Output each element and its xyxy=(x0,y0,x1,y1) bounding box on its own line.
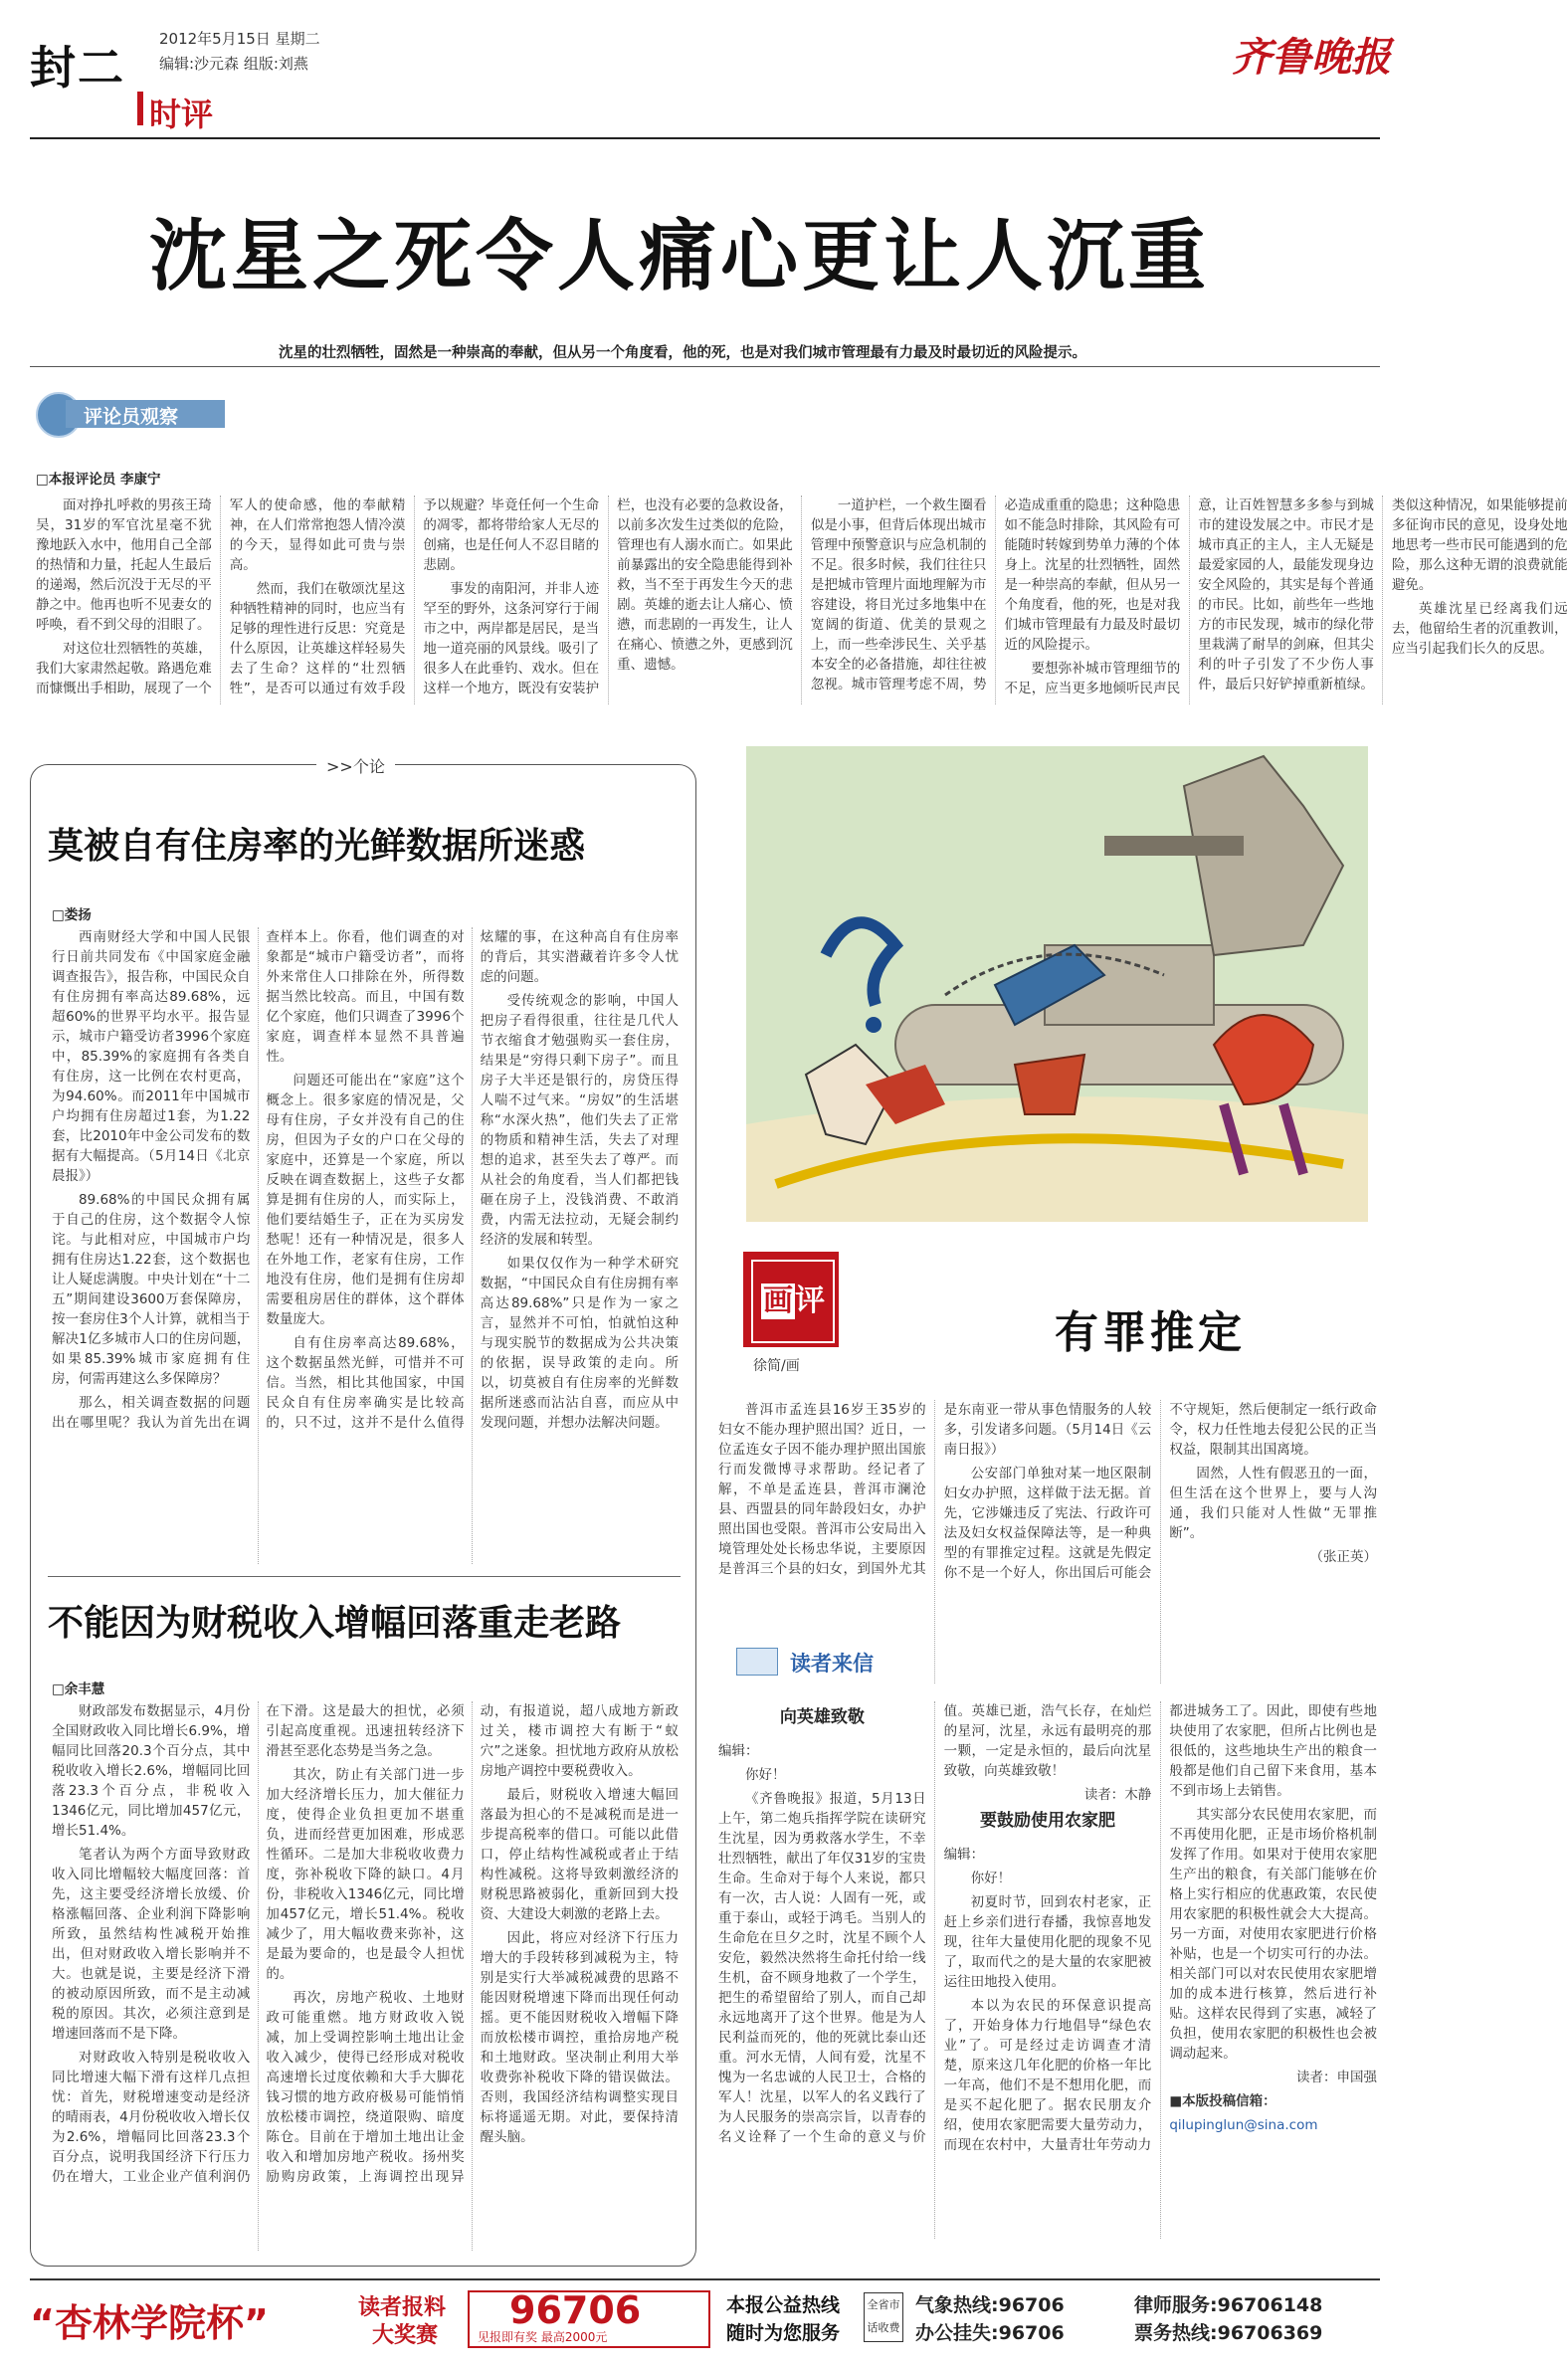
letter1-greeting: 你好！ xyxy=(745,1767,786,1783)
column-tag: 时评 xyxy=(149,96,214,133)
cartoon-badge-char: 评 xyxy=(795,1284,825,1318)
lead-headline: 沈星之死令人痛心更让人沉重 xyxy=(149,212,1211,301)
service-label: 气象热线: xyxy=(915,2294,999,2316)
cartoon-signature: （张正英） xyxy=(1309,1549,1377,1565)
opinion-tag: >>个论 xyxy=(316,754,395,777)
tax-paragraph: 其次，防止有关部门进一步加大经济增长压力，加大催征力度，使得企业负担更加不堪重负，进而经营更加困难，形成恶性循环。二是加大非税收收费力度，弥补税收下降的缺口。4月份，非税收入1346亿元，同比增加457亿元，增长51.4%。税收减少了，用大幅收费来弥补，这是最为要命的，也是最令人担忧的。 xyxy=(266,1767,465,1982)
housing-paragraph: 89.68%的中国民众拥有属于自己的住房，这个数据令人惊诧。与此相对应，中国城市户均拥有住房达1.22套，这个数据也让人疑虑满腹。中央计划在“十二五”期间建设3600万套保障房，按一套房住3个人计算，就相当于解决1亿多城市人口的住房问题，如果85.39%城市家庭拥有住房，何需再建这么多保障房？ xyxy=(52,1192,251,1387)
lead-paragraph: 要想弥补城市管理细节的不足，应当更多地倾听民声民意，让百姓智慧多多参与到城市的建设发展之中。市民才是城市真正的主人，主人无疑是最爱家园的人，最能发现身边安全风险的，其实是每个普通的市民。比如，前些年一些地方的市民发现，城市的绿化带里栽满了耐旱的剑麻，但其尖利的叶子引发了不少伤人事件，最后只好铲掉重新植绿。类似这种情况，如果能够提前多征询市民的意见，设身处地地思考一些市民可能遇到的危险，那么这种无谓的浪费就能避免。 xyxy=(1004,497,1568,696)
promo-hotline-num[interactable]: 96706 xyxy=(509,2288,642,2332)
footer-hotline xyxy=(726,2286,1383,2350)
lead-paragraph: 然而，我们在敬颂沈星这种牺牲精神的同时，也应当有足够的理性进行反思：究竟是什么原因，让英雄这样轻易失去了生命？这样的“壮烈牺牲”，是否可以通过有效手段予以规避？毕竟任何一个生命的凋零，都将带给家人无尽的创痛，也是任何人不忍目睹的悲剧。 xyxy=(229,497,600,696)
promo-hotline-sub: 见报即有奖 最高2000元 xyxy=(478,2330,608,2344)
promo-prize-1: 读者报料 xyxy=(358,2295,447,2320)
letter2-paragraph: 初夏时节，回到农村老家，正赶上乡亲们进行春播，我惊喜地发现，往年大量使用化肥的现象不见了，取而代之的是大量的农家肥被运往田地投入使用。 xyxy=(943,1894,1152,1990)
hotline-note-2: 话收费 xyxy=(867,2321,900,2334)
letter2-title: 要鼓励使用农家肥 xyxy=(979,1811,1115,1831)
letters-body xyxy=(718,1701,1377,2239)
tax-paragraph: 财政部发布数据显示，4月份全国财政收入同比增长6.9%，增幅同比回落20.3个百分点，其中税收收入增长2.6%，增幅同比回落23.3个百分点，非税收入1346亿元，同比增加457亿元，增长51.4%。 xyxy=(52,1703,251,1839)
envelope-icon xyxy=(736,1648,778,1676)
housing-paragraph: 那么，相关调查数据的问题出在哪里呢？我认为首先出在调查样本上。你看，他们调查的对象都是“城市户籍受访者”，而将外来常住人口排除在外，所得数据当然比较高。而且，中国有数亿个家庭，他们只调查了3996个家庭，调查样本显然不具普遍性。 xyxy=(52,929,465,1431)
housing-body xyxy=(52,927,679,1564)
letter2-greeting: 你好！ xyxy=(970,1871,1012,1886)
tax-body xyxy=(52,1701,679,2251)
hotline-title-1: 本报公益热线 xyxy=(726,2294,841,2316)
cartoon-paragraph: 普洱市孟连县16岁王35岁的妇女不能办理护照出国？近日，一位孟连女子因不能办理护照出国旅行而发微博寻求帮助。经记者了解，不单是孟连县，普洱市澜沧县、西盟县的同年龄段妇女，办护照出国也受限。普洱市公安局出入境管理处处长杨忠华说，主要原因是普洱三个县的妇女，到国外尤其是东南亚一带从事色情服务的人较多，引发诸多问题。（5月14日《云南日报》） xyxy=(718,1402,1152,1577)
tax-headline: 不能因为财税收入增幅回落重走老路 xyxy=(48,1603,622,1644)
section-label: 封二 xyxy=(30,41,125,95)
tax-paragraph: 对财政收入特别是税收收入同比增速大幅下滑有这样几点担忧：首先，财税增速变动是经济的晴雨表，4月份税收收入增长仅为2.6%，增幅同比回落23.3个百分点，说明我国经济下行压力仍在增大，工业企业产值利润仍在下滑。这是最大的担忧，必须引起高度重视。迅速扭转经济下滑甚至恶化态势是当务之急。 xyxy=(52,1703,465,2185)
submit-label: ■本版投稿信箱： xyxy=(1169,2093,1276,2109)
column-badge-label: 评论员观察 xyxy=(84,406,179,428)
lead-byline: □本报评论员 李康宁 xyxy=(36,472,161,488)
column-red-bar xyxy=(137,92,143,125)
letter1-signature: 读者：木静 xyxy=(1083,1787,1152,1803)
hotline-note xyxy=(864,2292,903,2342)
letter2-paragraph: 其实部分农民使用农家肥，而不再使用化肥，正是市场价格机制发挥了作用。如果对于使用农家肥生产出的粮食，有关部门能够在价格上实行相应的优惠政策，农民使用农家肥的积极性就会大大提高。另一方面，对使用农家肥进行价格补贴，也是一个切实可行的办法。相关部门可以对农民使用农家肥增加的成本进行核算，然后进行补贴。这样农民得到了实惠，减轻了负担，使用农家肥的积极性也会被调动起来。 xyxy=(1169,1807,1377,2062)
service-label: 律师服务: xyxy=(1134,2294,1218,2316)
tax-paragraph: 再次，房地产税收、土地财政可能重燃。地方财政收入锐减，加上受调控影响土地出让金收入减少，使得已经形成对税收高速增长过度依赖和大手大脚花钱习惯的地方政府极易可能悄悄放松楼市调控，绕道限购、暗度陈仓。目前在于增加土地出让金收入和增加房地产税收。扬州奖励购房政策，上海调控出现异动，有报道说，超八成地方新政过关，楼市调控大有断于“蚁穴”之迷象。担忧地方政府从放松房地产调控中要税费收入。 xyxy=(266,1703,679,2185)
lead-body xyxy=(36,495,1568,704)
column-badge xyxy=(36,390,235,436)
tax-paragraph: 因此，将应对经济下行压力增大的手段转移到减税为主，特别是实行大举减税减费的思路不能因财税增速下降而出现任何动摇。更不能因财税收入增幅下降而放松楼市调控，重拾房地产税和土地财政。坚决制止利用大举收费弥补税收下降的错误做法。否则，我国经济结构调整实现目标将遥遥无期。对此，要保持清醒头脑。 xyxy=(480,1930,679,2145)
housing-paragraph: 受传统观念的影响，中国人把房子看得很重，往往是几代人节衣缩食才勉强购买一套住房，结果是“穷得只剩下房子”。而且房子大半还是银行的，房贷压得人喘不过气来。“房奴”的生活堪称“水深火热”，他们失去了正常的物质和精神生活，失去了对理想的追求，甚至失去了尊严。而从社会的角度看，当人们都把钱砸在房子上，没钱消费、不敢消费，内需无法拉动，无疑会制约经济的发展和转型。 xyxy=(480,993,679,1248)
cartoon-badge-inner xyxy=(751,1260,835,1343)
service-label: 办公挂失: xyxy=(915,2322,999,2344)
promo-cup-name: “杏林学院杯” xyxy=(30,2301,269,2345)
hotline-title-2: 随时为您服务 xyxy=(726,2322,841,2344)
housing-paragraph: 如果仅仅作为一种学术研究数据，“中国民众自有住房拥有率高达89.68%”只是作为一家之言，显然并不可怕，怕就怕这种与现实脱节的数据成为公共决策的依据，误导政策的走向。所以，切莫被自有住房率的光鲜数据所迷惑而沾沾自喜，而应从中发现问题，并想办法解决问题。 xyxy=(480,1256,679,1431)
service-item xyxy=(1134,2318,1322,2345)
promo-hotline-box xyxy=(468,2290,710,2348)
service-item xyxy=(1134,2290,1322,2317)
cartoon-paragraph: 固然，人性有假恶丑的一面，但生活在这个世界上，要与人沟通，我们只能对人性做“无罪推断”。 xyxy=(1169,1466,1377,1541)
service-value[interactable]: 96706148 xyxy=(1217,2294,1323,2316)
letter1-paragraph: 《齐鲁晚报》报道，5月13日上午，第二炮兵指挥学院在读研究生沈星，因为勇救落水学生，不幸壮烈牺牲，献出了年仅31岁的宝贵生命。生命对于每个人来说，都只有一次，古人说：人固有一死，或重于泰山，或轻于鸿毛。当别人的生命危在旦夕之时，沈星不顾个人安危，毅然决然将生命托付给一线生机，奋不顾身地救了一个学生，把生的希望留给了别人，而自己却永远地离开了这个世界。他是为人民利益而死的，他的死就比泰山还重。河水无情，人间有爱，沈星不愧为一名忠诚的人民卫士，合格的军人！沈星，以军人的名义践行了为人民服务的崇高宗旨，以青春的名义诠释了一个生命的意义与价值。英雄已逝，浩气长存，在灿烂的星河，沈星，永远有最明亮的那一颗，一定是永恒的，最后向沈星致敬，向英雄致敬！ xyxy=(718,1703,1152,2145)
panel-divider xyxy=(48,1576,681,1577)
tax-paragraph: 笔者认为两个方面导致财政收入同比增幅较大幅度回落：首先，这主要受经济增长放缓、价格涨幅回落、企业利润下降影响所致，虽然结构性减税开始推出，但对财政收入增长影响并不大。也就是说，主要是经济下滑的被动原因所致，而不是主动减税的原因。其次，必须注意到是增速回落而不是下降。 xyxy=(52,1847,251,2042)
service-value[interactable]: 96706369 xyxy=(1217,2322,1323,2344)
letter2-salutation: 编辑： xyxy=(943,1847,985,1863)
footer-rule xyxy=(30,2278,1380,2280)
lead-paragraph: 英雄沈星已经离我们远去，他留给生者的沉重教训，应当引起我们长久的反思。 xyxy=(1391,601,1568,657)
cartoon-title: 有罪推定 xyxy=(1055,1307,1246,1358)
footer-promo xyxy=(30,2286,716,2350)
submit-email[interactable]: qilupinglun@sina.com xyxy=(1169,2117,1318,2133)
letter2-signature: 读者：申国强 xyxy=(1295,2070,1377,2085)
cartoon-badge-char: 画 xyxy=(763,1284,793,1318)
housing-byline: □娄扬 xyxy=(52,907,92,923)
letter1-salutation: 编辑： xyxy=(718,1743,759,1759)
letter2-paragraph: 本以为农民的环保意识提高了，开始身体力行地倡导“绿色农业”了。可是经过走访调查才清楚，原来这几年化肥的价格一年比一年高，他们不是不想用化肥，而是买不起化肥了。据农民朋友介绍，使用农家肥需要大量劳动力，而现在农村中，大量青壮年劳动力都进城务工了。因此，即使有些地块使用了农家肥，但所占比例也是很低的，这些地块生产出的粮食一般都是他们自己留下来食用，基本不到市场上去销售。 xyxy=(943,1703,1377,2153)
cartoon-illustration xyxy=(746,746,1368,1222)
editor-line: 编辑:沙元森 组版:刘燕 xyxy=(159,55,308,73)
brand-logo: 齐鲁晚报 xyxy=(1232,34,1391,81)
header-rule xyxy=(30,137,1380,139)
promo-prize-2: 大奖赛 xyxy=(372,2323,439,2348)
date-line: 2012年5月15日 星期二 xyxy=(159,30,320,48)
service-label: 票务热线: xyxy=(1134,2322,1218,2344)
cartoon-paragraph: 公安部门单独对某一地区限制妇女办护照，这样做于法无据。首先，它涉嫌违反了宪法、行政许可法及妇女权益保障法等，是一种典型的有罪推定过程。这就是先假定你不是一个好人，你出国后可能会不守规矩，然后便制定一纸行政命令，权力任性地去侵犯公民的正当权益，限制其出国离境。 xyxy=(943,1402,1377,1581)
cartoon-drawing xyxy=(746,746,1368,1222)
hotline-note-1: 全省市 xyxy=(867,2298,900,2311)
cartoon-badge xyxy=(743,1252,839,1347)
lead-paragraph: 对这位壮烈牺牲的英雄，我们大家肃然起敬。路遇危难而慷慨出手相助，展现了一个军人的使命感，他的奉献精神，在人们常常抱怨人情冷漠的今天，显得如此可贵与崇高。 xyxy=(36,497,406,696)
lead-paragraph: 一道护栏，一个救生圈看似是小事，但背后体现出城市管理中预警意识与应急机制的不足。很多时候，我们往往只是把城市管理片面地理解为市容建设，将目光过多地集中在宽阔的街道、优美的景观之上，而一些牵涉民生、关乎基本安全的必备措施，却往往被忽视。城市管理考虑不周，势必造成重重的隐患；这种隐患如不能急时排除，其风险有可能随时转嫁到势单力薄的个体身上。沈星的壮烈牺牲，固然是一种崇高的奉献，但从另一个角度看，他的死，也是对我们城市管理最有力最及时最切近的风险提示。 xyxy=(810,497,1181,692)
housing-paragraph: 西南财经大学和中国人民银行日前共同发布《中国家庭金融调查报告》，报告称，中国民众自有住房拥有率高达89.68%，远超60%的世界平均水平。报告显示，城市户籍受访者3996个家庭中，85.39%的家庭拥有各类自有住房，这一比例在农村更高，为94.60%。而2011年中国城市户均拥有住房超过1套，为1.22套，比2010年中金公司发布的数据有大幅提高。（5月14日《北京晨报》） xyxy=(52,929,251,1184)
housing-paragraph: 自有住房率高达89.68%，这个数据虽然光鲜，可惜并不可信。当然，相比其他国家，中国民众自有住房率确实是比较高的，只不过，这并不是什么值得炫耀的事，在这种高自有住房率的背后，其实潜藏着许多令人忧虑的问题。 xyxy=(266,929,679,1431)
housing-paragraph: 问题还可能出在“家庭”这个概念上。很多家庭的情况是，父母有住房，子女并没有自己的住房，但因为子女的户口在父母的家庭中，还算是一个家庭，所以反映在调查数据上，这些子女都算是拥有住房的人，而实际上，他们要结婚生子，正在为买房发愁呢！还有一种情况是，很多人在外地工作，老家有住房，工作地没有住房，他们是拥有住房却需要租房居住的群体，这个群体数量庞大。 xyxy=(266,1073,465,1327)
tax-paragraph: 最后，财税收入增速大幅回落最为担心的不是减税而是进一步提高税率的借口。可能以此借口，停止结构性减税或者止于结构性减税。这将导致刺激经济的财税思路被弱化，重新回到大投资、大建设大刺激的老路上去。 xyxy=(480,1787,679,1922)
housing-headline: 莫被自有住房率的光鲜数据所迷惑 xyxy=(48,826,586,867)
service-item xyxy=(915,2290,1065,2317)
lead-paragraph: 面对挣扎呼救的男孩王琦吴，31岁的军官沈星毫不犹豫地跃入水中，他用自己全部的热情和力量，托起人生最后的递竭，然后沉没于无尽的平静之中。他再也听不见妻女的呼唤，看不到父母的泪眼了。 xyxy=(36,497,212,633)
service-item xyxy=(915,2318,1065,2345)
service-value[interactable]: 96706 xyxy=(998,2322,1065,2344)
tax-byline: □余丰慧 xyxy=(52,1681,105,1697)
lead-paragraph: 事发的南阳河，并非人迹罕至的野外，这条河穿行于闹市之中，两岸都是居民，是当地一道亮丽的风景线。吸引了很多人在此垂钓、戏水。但在这样一个地方，既没有安装护栏，也没有必要的急救设备，以前多次发生过类似的危险，管理也有人溺水而亡。如果此前暴露出的安全隐患能得到补救，当不至于再发生今天的悲剧。英雄的逝去让人痛心、愤懑，而悲剧的一再发生，让人在痛心、愤懑之外，更感到沉重、遗憾。 xyxy=(423,497,793,696)
letter1-title: 向英雄致敬 xyxy=(779,1707,865,1727)
lead-deck: 沈星的壮烈牺牲，固然是一种崇高的奉献，但从另一个角度看，他的死，也是对我们城市管理最有力最及时最切近的风险提示。 xyxy=(279,345,1086,361)
deck-rule xyxy=(30,366,1380,367)
service-value[interactable]: 96706 xyxy=(998,2294,1065,2316)
letters-badge-label: 读者来信 xyxy=(790,1652,874,1676)
cartoon-credit: 徐简/画 xyxy=(753,1358,800,1374)
letters-badge xyxy=(736,1640,935,1679)
